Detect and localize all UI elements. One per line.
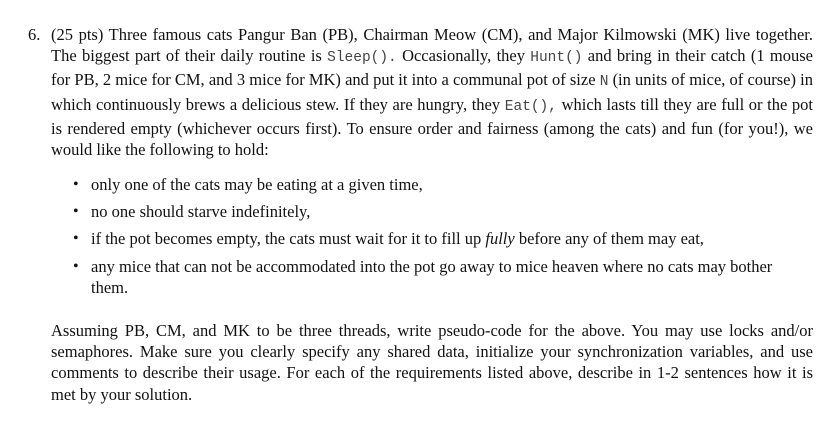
requirement-item — [71, 256, 813, 298]
bullet-icon: • — [73, 203, 79, 221]
intro-text-2: Occasionally, they — [396, 46, 531, 66]
requirement-text-after: before any of them may eat, — [514, 229, 704, 249]
intro-text-5: which lasts till they are full or the pot is rendered empty (whichever occurs first). To ensure order and fairness (among the cats) and fun (for you!), we would like the following to hold: — [51, 94, 813, 160]
question-intro-paragraph — [51, 24, 813, 160]
requirement-item — [71, 201, 813, 222]
eat-code: Eat(), — [504, 98, 557, 115]
intro-text-1: Three famous cats Pangur Ban (PB), Chairman Meow (CM), and Major Kilmowski (MK) live together. The biggest part of their daily routine is — [51, 25, 814, 66]
task-paragraph: Assuming PB, CM, and MK to be three threads, write pseudo-code for the above. You may use locks and/or semaphores. Make sure you clearly specify any shared data, initialize your synchronization variables, and use comments to describe their usage. For each of the requirements listed above, describe in 1-2 sentences how it is met by your solution. — [51, 321, 813, 404]
bullet-icon: • — [73, 176, 79, 193]
requirement-text-before: if the pot becomes empty, the cats must wait for it to fill up — [91, 229, 486, 249]
bullet-icon: • — [73, 230, 79, 248]
intro-text-4: (in units of mice, of course) in which continuously brews a delicious stew. If they are hungry, they — [51, 70, 813, 114]
requirement-emphasis: fully — [485, 229, 515, 249]
hunt-code: Hunt() — [530, 50, 583, 67]
question-number: 6. — [28, 25, 41, 44]
n-code: N — [599, 74, 609, 91]
requirement-text: any mice that can not be accommodated into the pot go away to mice heaven where no cats may bother them. — [91, 256, 773, 297]
requirements-list — [71, 174, 813, 304]
requirement-item — [71, 174, 813, 195]
points-label: (25 pts) — [51, 25, 104, 44]
sleep-code: Sleep(). — [327, 50, 397, 67]
requirement-text: only one of the cats may be eating at a given time, — [91, 175, 423, 194]
requirement-item — [71, 228, 813, 249]
requirement-text: no one should starve indefinitely, — [91, 202, 311, 222]
bullet-icon: • — [73, 257, 79, 275]
intro-text-3: and bring in their catch (1 mouse for PB, 2 mice for CM, and 3 mice for MK) and put it into a communal pot of size — [51, 46, 813, 90]
